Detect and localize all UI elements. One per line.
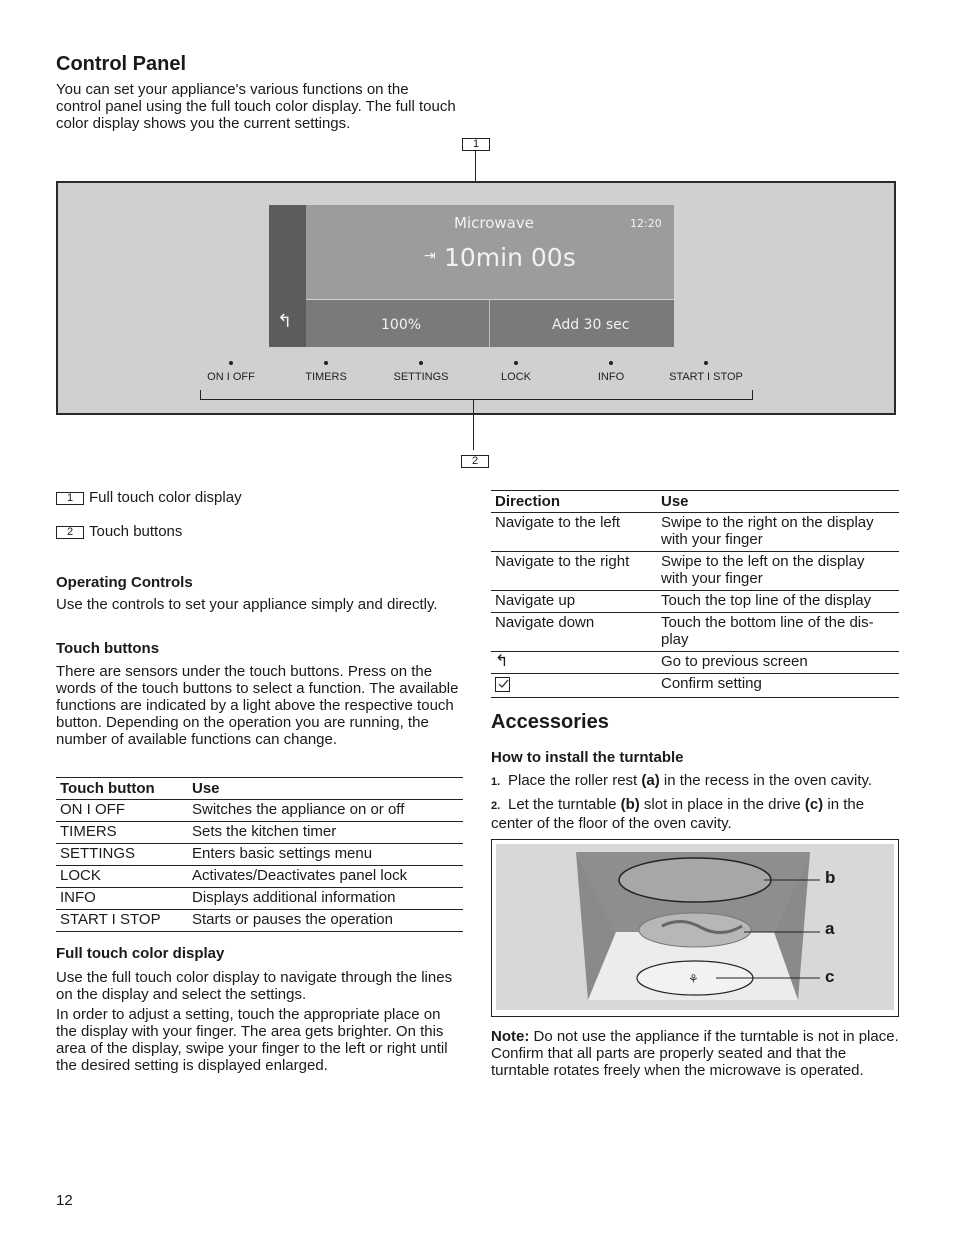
table-cell: Touch the top line of the display: [657, 591, 899, 613]
full-touch-heading: Full touch color display: [56, 945, 225, 962]
turntable-heading: How to install the turntable: [491, 749, 684, 766]
table-cell: SETTINGS: [56, 844, 188, 866]
touch-button-label: LOCK: [501, 371, 531, 383]
indicator-light: [514, 361, 518, 365]
turntable-illustration: [492, 840, 898, 1016]
indicator-light: [609, 361, 613, 365]
table-cell: START I STOP: [56, 910, 188, 932]
table-cell: Go to previous screen: [657, 652, 899, 674]
table-row: [491, 552, 899, 591]
table-row: [56, 866, 463, 888]
table-row: [491, 613, 899, 652]
step-2: [491, 796, 901, 832]
display-back-button[interactable]: [269, 300, 306, 347]
table-cell: Touch the bottom line of the dis-play: [657, 613, 899, 652]
display-bottom-row: [306, 300, 674, 347]
callout-2-label: 2: [461, 455, 489, 468]
table-cell: Activates/Deactivates panel lock: [188, 866, 463, 888]
note-label: Note:: [491, 1028, 530, 1045]
table-cell: Swipe to the left on the display with your finger: [657, 552, 899, 591]
checkmark-box-icon: [495, 677, 510, 692]
table-row: [491, 591, 899, 613]
touch-button-table: [56, 777, 463, 932]
touch-button-label: ON I OFF: [207, 371, 255, 383]
display-clock: 12:20: [630, 217, 662, 230]
label-c: c: [825, 967, 835, 986]
table-header: Use: [657, 491, 899, 513]
label-b: b: [825, 868, 836, 887]
step-number: 2.: [491, 800, 501, 812]
table-cell: Displays additional information: [188, 888, 463, 910]
step-text: Let the turntable: [508, 796, 621, 813]
add-30-sec-label: Add 30 sec: [552, 317, 630, 333]
table-cell: [491, 674, 657, 698]
note-paragraph: [491, 1028, 899, 1079]
table-header: Touch button: [56, 778, 188, 800]
legend-text: Full touch color display: [89, 489, 242, 506]
accessories-heading: Accessories: [491, 711, 609, 733]
legend-number: 1: [56, 492, 84, 505]
table-row: [491, 652, 899, 674]
table-cell: [491, 652, 657, 674]
step-ref: (b): [620, 796, 640, 813]
legend-number: 2: [56, 526, 84, 539]
legend-item-2: [56, 523, 182, 540]
table-row: [56, 822, 463, 844]
touch-button-label: SETTINGS: [393, 371, 449, 383]
step-1: [491, 772, 901, 791]
table-cell: ON I OFF: [56, 800, 188, 822]
table-header: Use: [188, 778, 463, 800]
table-row: [491, 513, 899, 552]
display-mode: Microwave: [454, 214, 534, 232]
direction-table: [491, 490, 899, 698]
operating-controls-text: Use the controls to set your appliance simply and directly.: [56, 596, 438, 613]
table-cell: INFO: [56, 888, 188, 910]
intro-text: You can set your appliance's various functions on the control panel using the full touch color display. The full touch color display shows you the current settings.: [56, 81, 456, 132]
note-text: Do not use the appliance if the turntable is not in place. Confirm that all parts are properly seated and that the turntable rotates freely when the microwave is operated.: [491, 1028, 899, 1079]
start-stop-touch-button[interactable]: [661, 361, 751, 383]
indicator-light: [419, 361, 423, 365]
table-cell: LOCK: [56, 866, 188, 888]
table-header: Direction: [491, 491, 657, 513]
power-value: 100%: [381, 317, 422, 333]
table-cell: TIMERS: [56, 822, 188, 844]
table-header-row: [491, 491, 899, 513]
timers-touch-button[interactable]: [281, 361, 371, 383]
callout-1-label: 1: [462, 138, 490, 151]
touch-buttons-heading: Touch buttons: [56, 640, 160, 657]
table-row: [56, 888, 463, 910]
step-text: in the center of the floor of the oven cavity.: [491, 796, 865, 832]
table-row: [491, 674, 899, 698]
table-cell: Navigate up: [491, 591, 657, 613]
page-number: 12: [56, 1192, 73, 1209]
step-number: 1.: [491, 776, 501, 788]
table-cell: Switches the appliance on or off: [188, 800, 463, 822]
step-ref: (c): [804, 796, 824, 813]
table-cell: Navigate to the left: [491, 513, 657, 552]
add-30-sec-field[interactable]: [490, 300, 674, 347]
indicator-light: [324, 361, 328, 365]
info-touch-button[interactable]: [566, 361, 656, 383]
label-a: a: [825, 919, 835, 938]
power-field[interactable]: [306, 300, 489, 347]
indicator-light: [229, 361, 233, 365]
on-off-touch-button[interactable]: [186, 361, 276, 383]
full-touch-text-1: Use the full touch color display to navigate through the lines on the display and select the settings.: [56, 969, 453, 1003]
back-arrow-icon: ↰: [277, 311, 293, 332]
table-cell: Enters basic settings menu: [188, 844, 463, 866]
full-touch-text-2: In order to adjust a setting, touch the appropriate place on the display with your finger. The area gets brighter. On this area of the display, swipe your finger to the left or right until the desired setting is displayed enlarged.: [56, 1006, 448, 1074]
operating-controls-heading: Operating Controls: [56, 574, 193, 591]
display-time: 10min 00s: [444, 243, 576, 272]
timer-icon: ⇥: [424, 248, 436, 264]
table-cell: Sets the kitchen timer: [188, 822, 463, 844]
back-arrow-icon: ↰: [495, 653, 509, 670]
touch-buttons-bracket: [200, 390, 753, 400]
table-row: [56, 844, 463, 866]
step-ref: (a): [641, 772, 660, 789]
touch-buttons-text: There are sensors under the touch buttons. Press on the words of the touch buttons to select a function. The available functions are indicated by a light above the respective touch button. Depending on the operation you are running, the number of available functions can change.: [56, 663, 459, 748]
indicator-light: [704, 361, 708, 365]
table-cell: Navigate down: [491, 613, 657, 652]
step-text: Place the roller rest: [508, 772, 642, 789]
table-cell: Starts or pauses the operation: [188, 910, 463, 932]
table-cell: Swipe to the right on the display with your finger: [657, 513, 899, 552]
table-row: [56, 800, 463, 822]
touch-button-label: TIMERS: [305, 371, 347, 383]
table-row: [56, 910, 463, 932]
touch-button-label: INFO: [597, 371, 625, 383]
table-cell: Navigate to the right: [491, 552, 657, 591]
display-main-area[interactable]: [306, 205, 674, 299]
step-text: in the recess in the oven cavity.: [659, 772, 873, 789]
legend-item-1: [56, 489, 242, 506]
legend-text: Touch buttons: [89, 523, 183, 540]
callout-2-line: [473, 400, 474, 450]
page-title: Control Panel: [56, 53, 187, 75]
touch-button-label: START I STOP: [669, 371, 743, 383]
step-text: slot in place in the drive: [639, 796, 805, 813]
turntable-figure: [491, 839, 899, 1017]
table-header-row: [56, 778, 463, 800]
table-cell: Confirm setting: [657, 674, 899, 698]
settings-touch-button[interactable]: [376, 361, 466, 383]
lock-touch-button[interactable]: [471, 361, 561, 383]
svg-text:⚘: ⚘: [688, 972, 699, 986]
